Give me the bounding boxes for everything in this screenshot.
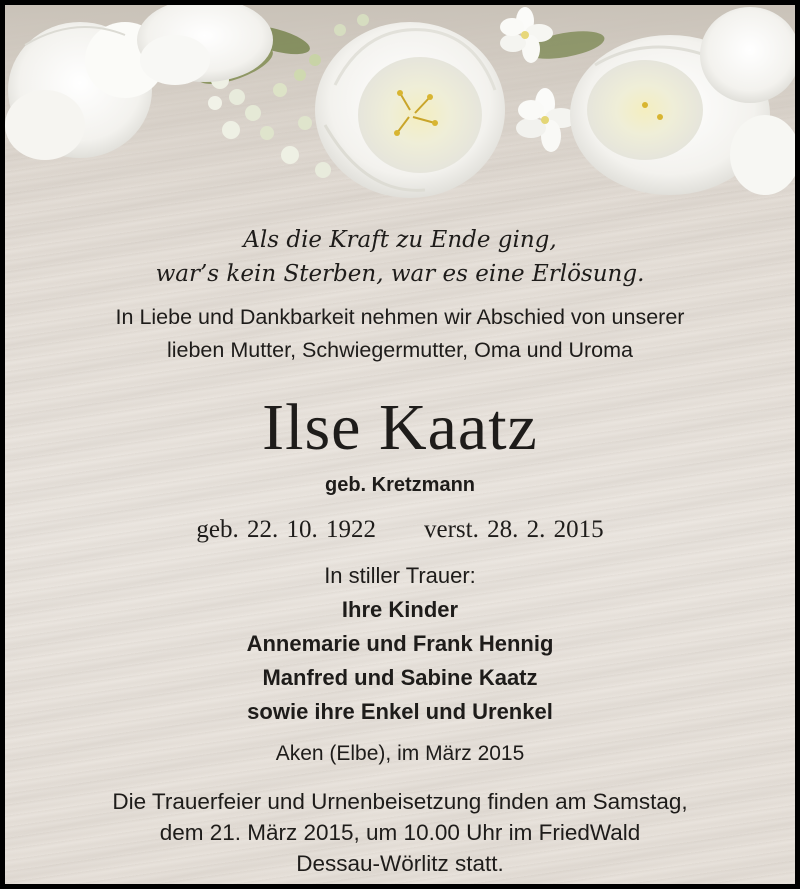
motto xyxy=(5,223,795,291)
intro-line-2: lieben Mutter, Schwiegermutter, Oma und Uroma xyxy=(166,338,634,362)
maiden-name: geb. Kretzmann xyxy=(324,474,476,496)
motto-line-1: Als die Kraft zu Ende ging, xyxy=(243,227,557,253)
birth-date: geb. 22. 10. 1922 xyxy=(196,516,376,543)
tulip-center xyxy=(315,22,505,198)
motto-line-2: war’s kein Sterben, war es eine Erlösung. xyxy=(155,261,645,287)
life-dates xyxy=(5,514,795,546)
mourner-line: Manfred und Sabine Kaatz xyxy=(262,665,538,690)
obituary-card xyxy=(5,5,795,884)
mourner-line: sowie ihre Enkel und Urenkel xyxy=(247,699,553,724)
mourner-line: Annemarie und Frank Hennig xyxy=(246,631,554,656)
death-date: verst. 28. 2. 2015 xyxy=(424,516,604,543)
mourners-list xyxy=(5,593,795,729)
funeral-line-3: Dessau-Wörlitz statt. xyxy=(296,851,504,876)
flowers-icon xyxy=(5,5,795,205)
intro-line-1: In Liebe und Dankbarkeit nehmen wir Abschied von unserer xyxy=(115,305,685,329)
intro-text xyxy=(5,301,795,367)
deceased-name: Ilse Kaatz xyxy=(262,391,538,464)
funeral-line-1: Die Trauerfeier und Urnenbeisetzung finden am Samstag, xyxy=(112,789,688,814)
place-date: Aken (Elbe), im März 2015 xyxy=(275,742,525,765)
mourners-label: In stiller Trauer: xyxy=(324,563,476,588)
funeral-notice xyxy=(5,786,795,879)
funeral-line-2: dem 21. März 2015, um 10.00 Uhr im FriedWald xyxy=(159,820,641,845)
mourner-line: Ihre Kinder xyxy=(341,597,459,622)
